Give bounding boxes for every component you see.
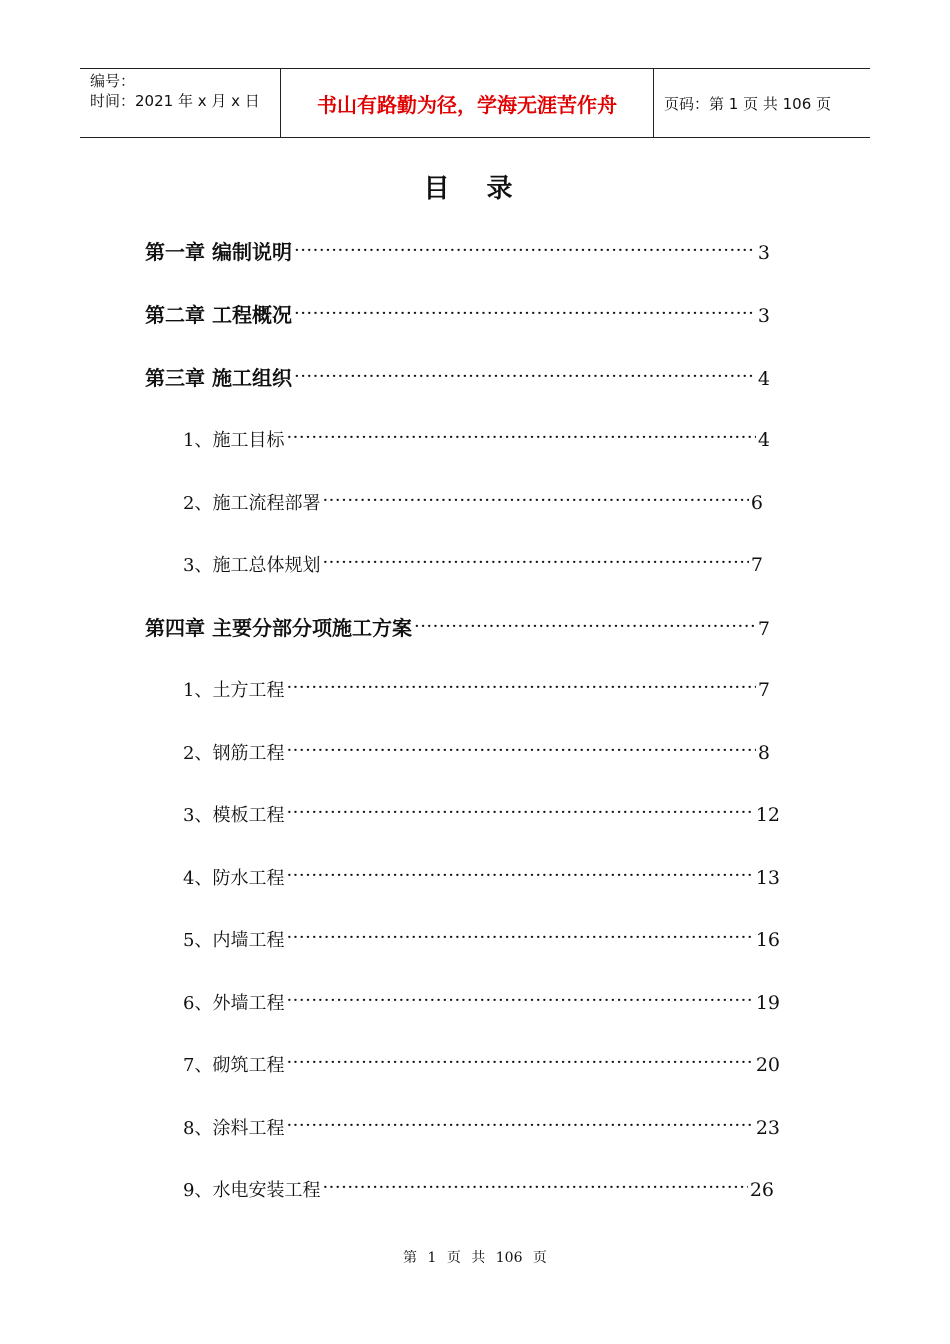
page-header [80,68,870,138]
toc-entry[interactable] [183,1176,774,1202]
toc-entry-label: 第三章 施工组织 [145,366,292,390]
document-date: 时间：2021 年 x 月 x 日 [90,92,260,110]
header-motto: 书山有路勤为径，学海无涯苦作舟 [281,69,654,137]
toc-entry[interactable] [183,989,780,1015]
toc-entry[interactable] [183,426,770,452]
toc-leader-dots [286,1053,753,1071]
toc-entry-label: 第一章 编制说明 [145,240,292,264]
toc-entry-label: 第四章 主要分部分项施工方案 [145,616,412,640]
toc-entry-label: 3、模板工程 [183,805,285,826]
toc-entry-page: 7 [750,554,763,576]
toc-entry[interactable] [183,926,780,952]
toc-entry[interactable] [183,739,770,765]
toc-leader-dots [286,741,755,759]
toc-entry-page: 26 [749,1179,774,1201]
toc-entry-label: 5、内墙工程 [183,930,285,951]
toc-entry[interactable] [183,801,780,827]
toc-entry[interactable] [145,362,770,391]
page-title: 目 录 [423,174,527,204]
toc-entry-page: 4 [757,429,770,451]
toc-entry-label: 3、施工总体规划 [183,555,321,576]
toc-leader-dots [286,991,753,1009]
toc-entry-label: 9、水电安装工程 [183,1180,321,1201]
toc-entry-label: 7、砌筑工程 [183,1055,285,1076]
toc-entry[interactable] [183,551,763,577]
header-meta [80,69,281,137]
document-number: 编号： [90,72,136,90]
toc-entry-page: 23 [755,1117,780,1139]
toc-entry-label: 6、外墙工程 [183,993,285,1014]
toc-entry-page: 3 [757,242,770,264]
toc-entry[interactable] [145,299,770,328]
toc-entry-page: 13 [755,867,780,889]
toc-entry-label: 第二章 工程概况 [145,303,292,327]
toc-leader-dots [322,491,748,509]
toc-leader-dots [286,678,755,696]
toc-entry[interactable] [183,1114,780,1140]
toc-entry-page: 20 [755,1054,780,1076]
toc-entry[interactable] [145,236,770,265]
toc-leader-dots [286,803,753,821]
toc-entry[interactable] [183,864,780,890]
toc-entry-page: 7 [757,618,770,640]
toc-leader-dots [286,428,755,446]
toc-entry-page: 19 [755,992,780,1014]
toc-entry-page: 12 [755,804,780,826]
toc-entry[interactable] [183,1051,780,1077]
page-footer: 第 1 页 共 106 页 [403,1250,547,1266]
toc-entry-page: 8 [757,742,770,764]
toc-entry-label: 1、施工目标 [183,430,285,451]
toc-entry-label: 1、土方工程 [183,680,285,701]
toc-entry-page: 4 [757,368,770,390]
toc-entry-label: 2、钢筋工程 [183,743,285,764]
toc-leader-dots [294,239,756,259]
toc-leader-dots [322,1178,747,1196]
toc-leader-dots [322,553,748,571]
toc-entry-page: 16 [755,929,780,951]
header-page-info: 页码：第 1 页 共 106 页 [664,94,832,113]
toc-entry-page: 3 [757,305,770,327]
toc-leader-dots [286,866,753,884]
toc-entry-label: 2、施工流程部署 [183,493,321,514]
toc-entry-label: 4、防水工程 [183,868,285,889]
toc-entry-label: 8、涂料工程 [183,1118,285,1139]
toc-entry[interactable] [145,612,770,641]
toc-leader-dots [286,1116,753,1134]
toc-leader-dots [294,365,756,385]
toc-leader-dots [294,302,756,322]
toc-entry-page: 7 [757,679,770,701]
toc-leader-dots [414,615,756,635]
toc-entry-page: 6 [750,492,763,514]
toc-entry[interactable] [183,489,763,515]
toc-entry[interactable] [183,676,770,702]
toc-leader-dots [286,928,753,946]
